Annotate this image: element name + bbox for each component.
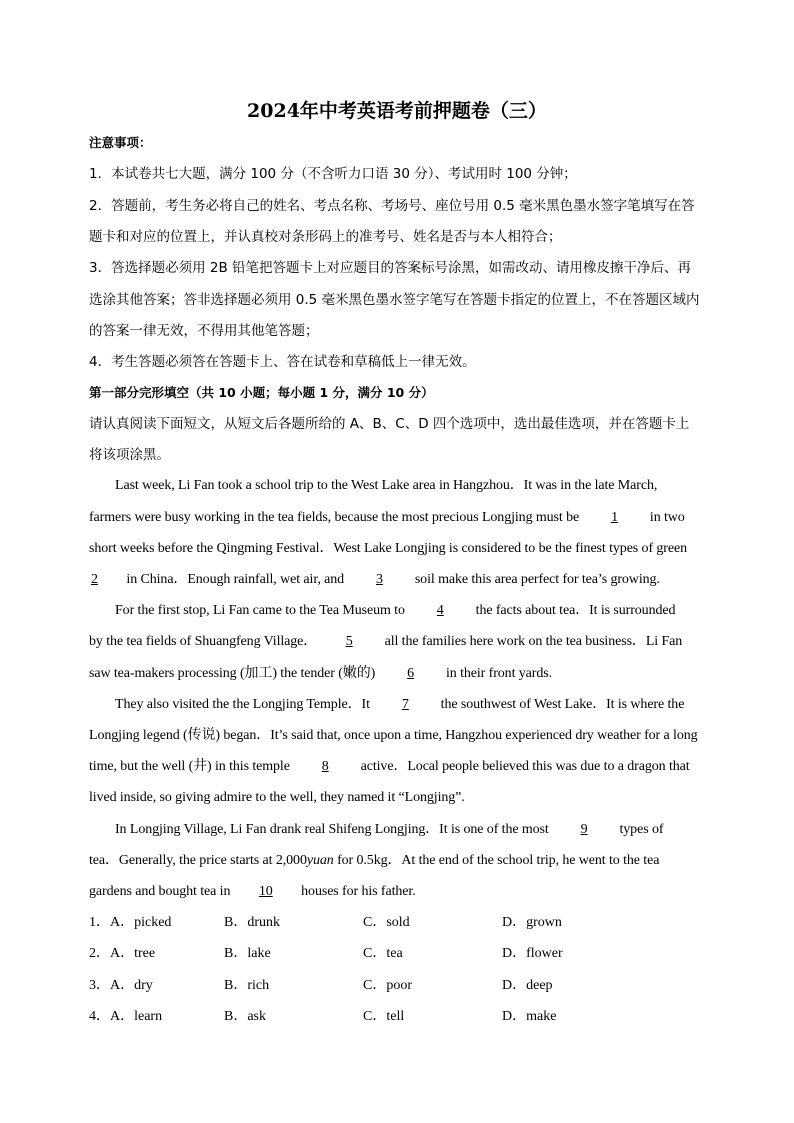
note-line: 题卡和对应的位置上，并认真校对条形码上的准考号、姓名是否与本人相符合；: [89, 229, 562, 245]
blank-9: 9: [580, 822, 588, 837]
passage-text: farmers were busy working in the tea fields, because the most precious Longjing must be: [89, 510, 583, 525]
option-a-text: A．learn: [110, 1009, 163, 1024]
passage-text: For the first stop, Li Fan came to the Tea Museum to: [115, 603, 409, 618]
passage-line: short weeks before the Qingming Festival．West Lake Longjing is considered to be the finest types of green: [89, 541, 688, 556]
option-c: C．tell: [363, 1009, 405, 1024]
option-c: C．sold: [363, 915, 410, 930]
option-d: D．deep: [502, 978, 553, 993]
section-instruction: 请认真阅读下面短文，从短文后各题所给的 A、B、C、D 四个选项中，选出最佳选项，并在答题卡上: [89, 416, 690, 432]
passage-line: [89, 508, 709, 528]
passage-line: [115, 820, 735, 840]
section-instruction: 将该项涂黑。: [89, 447, 170, 463]
passage-text: houses for his father.: [297, 884, 416, 899]
note-line: 的答案一律无效，不得用其他笔答题；: [89, 323, 319, 339]
blank-3: 3: [375, 572, 383, 587]
blank-8: 8: [321, 759, 329, 774]
passage-line: [89, 757, 709, 777]
passage-text: tea．Generally, the price starts at 2,000: [89, 853, 307, 868]
notes-heading: 注意事项：: [89, 135, 152, 150]
question-number: 3．: [89, 978, 110, 993]
option-a: [89, 976, 153, 996]
passage-text: by the tea fields of Shuangfeng Village．: [89, 634, 318, 649]
passage-text: for 0.5kg．At the end of the school trip, he went to the tea: [333, 853, 660, 868]
passage-italic: yuan: [306, 853, 334, 868]
passage-line: [89, 882, 709, 902]
option-b: B．ask: [224, 1009, 266, 1024]
option-d: D．grown: [502, 915, 562, 930]
question-number: 2．: [89, 946, 110, 961]
passage-text: all the families here work on the tea business．Li Fan: [381, 634, 683, 649]
passage-text: in two: [646, 510, 685, 525]
note-line: 选涂其他答案；答非选择题必须用 0.5 毫米黑色墨水签字笔写在答题卡指定的位置上，不在答题区域内: [89, 292, 700, 308]
passage-text: the facts about tea．It is surrounded: [472, 603, 676, 618]
option-a-text: A．dry: [110, 978, 153, 993]
passage-line: [89, 632, 709, 652]
passage-line: [89, 851, 709, 871]
option-b: B．rich: [224, 978, 270, 993]
option-a-text: A．picked: [110, 915, 172, 930]
passage-text: time, but the well (井) in this temple: [89, 759, 294, 774]
blank-6: 6: [407, 666, 415, 681]
page-title: 2024年中考英语考前押题卷（三）: [247, 100, 547, 122]
option-d: D．flower: [502, 946, 563, 961]
passage-line: [89, 664, 709, 684]
passage-text: In Longjing Village, Li Fan drank real Shifeng Longjing．It is one of the most: [115, 822, 553, 837]
note-line: 3．答选择题必须用 2B 铅笔把答题卡上对应题目的答案标号涂黑，如需改动、请用橡皮擦干净后、再: [89, 260, 692, 276]
passage-text: in their front yards.: [442, 666, 552, 681]
passage-text: types of: [616, 822, 664, 837]
passage-line: lived inside, so giving admire to the well, they named it “Longjing”.: [89, 790, 465, 805]
note-line: 2．答题前，考生务必将自己的姓名、考点名称、考场号、座位号用 0.5 毫米黑色墨水签字笔填写在答: [89, 198, 695, 214]
blank-10: 10: [258, 884, 273, 899]
blank-5: 5: [345, 634, 353, 649]
passage-text: in China．Enough rainfall, wet air, and: [123, 572, 348, 587]
passage-text: soil make this area perfect for tea’s growing.: [411, 572, 660, 587]
note-line: 1．本试卷共七大题，满分 100 分（不含听力口语 30 分）、考试用时 100 分钟；: [89, 166, 577, 182]
passage-line: Longjing legend (传说) began．It’s said that, once upon a time, Hangzhou experienced dry weather for a long: [89, 728, 698, 743]
blank-1: 1: [611, 510, 618, 525]
option-b: B．lake: [224, 946, 271, 961]
passage-text: active．Local people believed this was due to a dragon that: [357, 759, 690, 774]
passage-text: They also visited the the Longjing Temple．It: [115, 697, 374, 712]
section-heading: 第一部分完形填空（共 10 小题；每小题 1 分，满分 10 分）: [89, 385, 434, 400]
passage-line: [115, 601, 735, 621]
note-line: 4．考生答题必须答在答题卡上、答在试卷和草稿低上一律无效。: [89, 354, 476, 370]
passage-text: gardens and bought tea in: [89, 884, 234, 899]
passage-text: the southwest of West Lake．It is where the: [437, 697, 685, 712]
option-c: C．tea: [363, 946, 403, 961]
question-number: 1．: [89, 915, 110, 930]
option-a: [89, 1007, 162, 1027]
option-a-text: A．tree: [110, 946, 156, 961]
passage-line: [89, 570, 709, 590]
blank-2: 2: [91, 572, 98, 587]
option-d: D．make: [502, 1009, 557, 1024]
blank-4: 4: [436, 603, 444, 618]
option-a: [89, 913, 171, 933]
option-b: B．drunk: [224, 915, 280, 930]
option-c: C．poor: [363, 978, 412, 993]
question-number: 4．: [89, 1009, 110, 1024]
passage-line: Last week, Li Fan took a school trip to the West Lake area in Hangzhou．It was in the late March,: [115, 478, 658, 493]
passage-text: saw tea-makers processing (加工) the tender (嫩的): [89, 666, 379, 681]
option-a: [89, 944, 155, 964]
passage-line: [115, 695, 735, 715]
blank-7: 7: [401, 697, 409, 712]
